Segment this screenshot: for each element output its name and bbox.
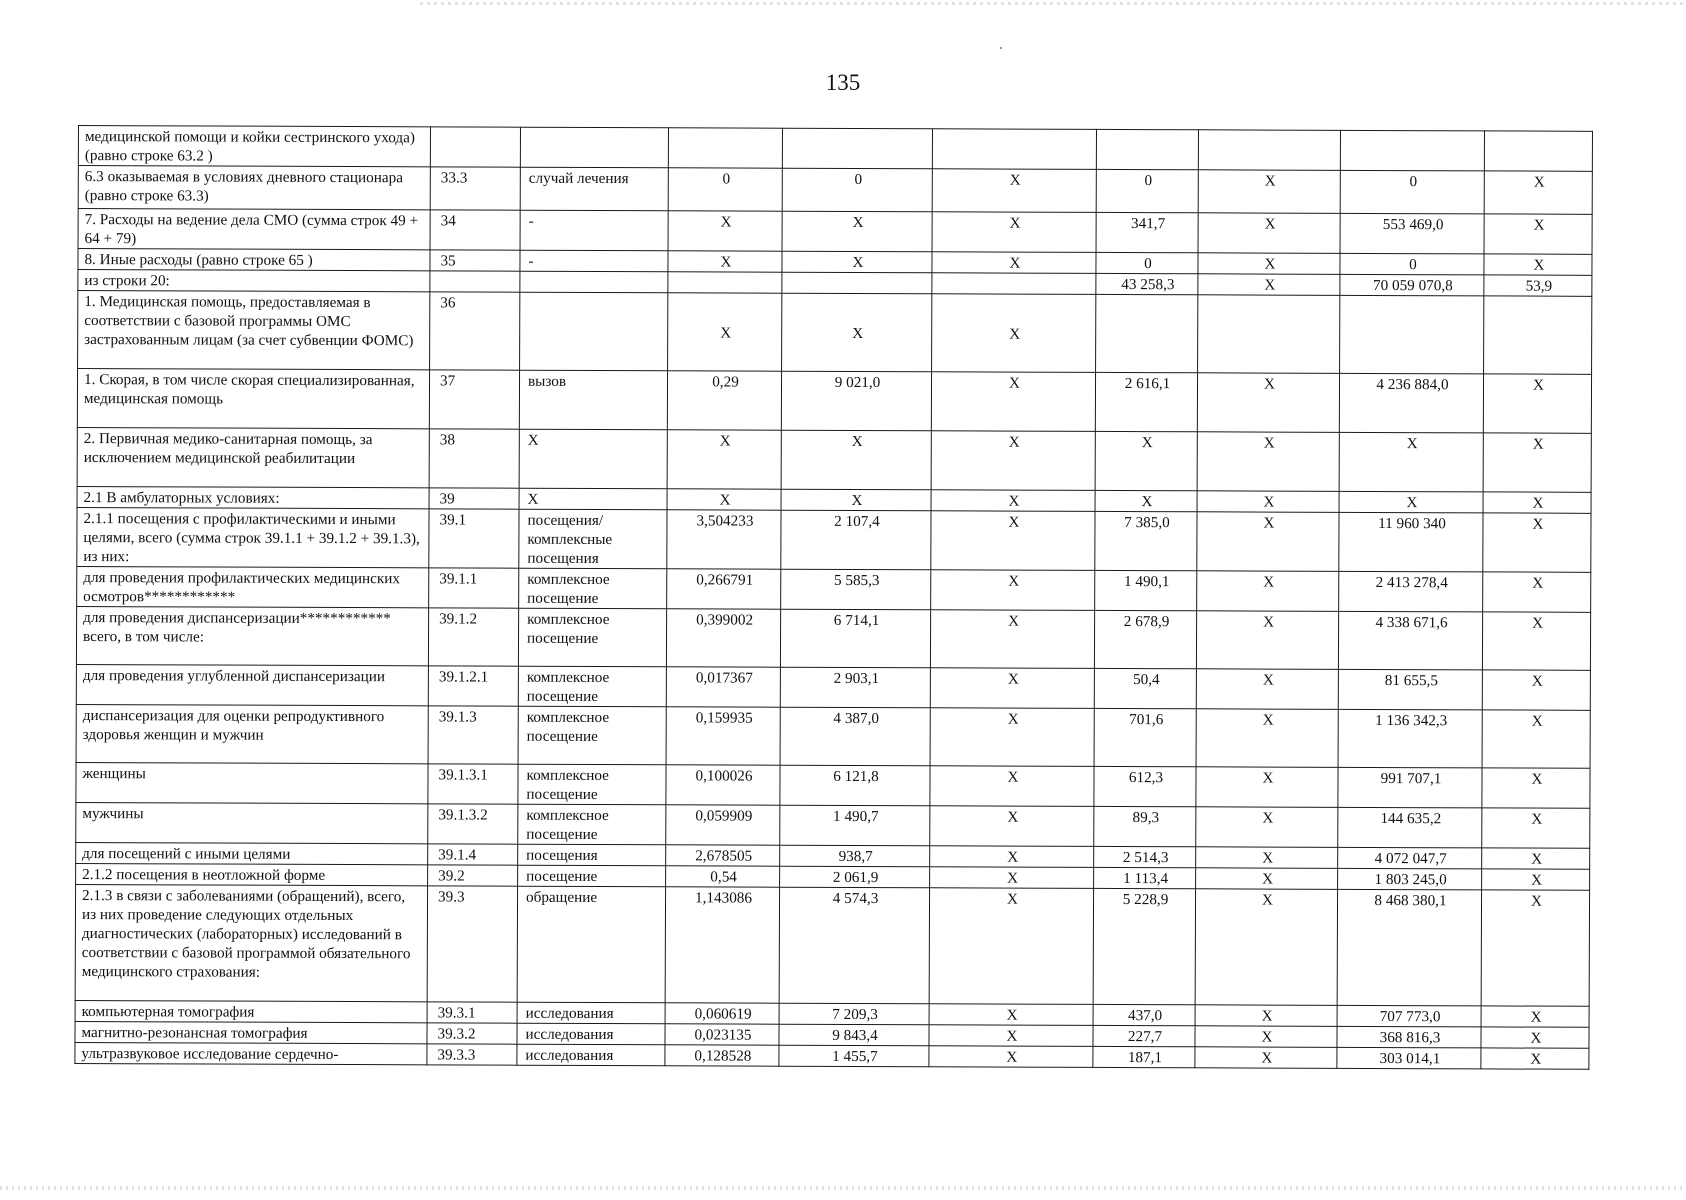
share-cell: Х — [1482, 768, 1590, 808]
col-x-cell: Х — [930, 668, 1094, 709]
col-x-cell — [932, 129, 1096, 170]
share-cell: Х — [1482, 848, 1590, 869]
share-cell — [1484, 296, 1592, 374]
unit-cell: посещения/комплексные посещения — [519, 509, 667, 569]
per-capita-cell: Х — [1095, 431, 1197, 490]
col-x2-cell — [1198, 130, 1340, 171]
volume-norm-cell: 0 — [668, 168, 782, 211]
share-cell: Х — [1483, 492, 1591, 513]
row-code-cell: 37 — [429, 370, 519, 429]
per-capita-cell: 0 — [1096, 169, 1198, 212]
total-cost-cell — [1340, 130, 1484, 171]
share-cell: Х — [1482, 612, 1590, 670]
share-cell: Х — [1483, 513, 1591, 572]
cost-norm-cell: 6 121,8 — [780, 765, 930, 806]
cost-norm-cell: 2 061,9 — [780, 866, 930, 888]
cost-norm-cell: 9 021,0 — [781, 371, 931, 431]
volume-norm-cell — [668, 128, 782, 168]
row-name-cell: 2.1 В амбулаторных условиях: — [77, 486, 429, 508]
volume-norm-cell: 0,159935 — [666, 707, 780, 765]
cost-norm-cell: 9 843,4 — [779, 1024, 929, 1046]
col-x2-cell: Х — [1195, 889, 1337, 1006]
share-cell: Х — [1484, 254, 1592, 275]
cost-norm-cell: Х — [781, 489, 931, 511]
unit-cell — [520, 127, 668, 168]
col-x-cell: Х — [930, 846, 1094, 868]
table-row — [76, 762, 1590, 808]
row-name-cell: 7. Расходы на ведение дела СМО (сумма строк 49 + 64 + 79) — [78, 209, 430, 250]
col-x2-cell: Х — [1198, 170, 1340, 214]
cost-norm-cell: Х — [782, 293, 932, 372]
table-row — [77, 507, 1591, 572]
total-cost-cell: 4 236 884,0 — [1339, 373, 1483, 433]
col-x2-cell: Х — [1198, 274, 1340, 296]
share-cell: Х — [1484, 214, 1592, 254]
row-name-cell: 1. Медицинская помощь, предоставляемая в соответствии с базовой программы ОМС застрахованным лицам (за счет субвенции ФОМС) — [78, 291, 430, 370]
total-cost-cell: 4 338 671,6 — [1338, 611, 1482, 670]
per-capita-cell: 7 385,0 — [1095, 511, 1197, 570]
unit-cell: Х — [519, 488, 667, 510]
total-cost-cell: 303 014,1 — [1337, 1047, 1481, 1069]
total-cost-cell: 368 816,3 — [1337, 1026, 1481, 1048]
share-cell: Х — [1481, 1006, 1589, 1027]
unit-cell: вызов — [519, 370, 667, 430]
total-cost-cell: 1 136 342,3 — [1338, 709, 1482, 768]
row-name-cell: компьютерная томография — [75, 1000, 427, 1022]
per-capita-cell: 43 258,3 — [1096, 273, 1198, 294]
row-code-cell: 39.1.4 — [428, 844, 518, 865]
row-name-cell: ультразвуковое исследование сердечно- — [75, 1042, 427, 1064]
unit-cell — [520, 292, 668, 371]
col-x-cell: Х — [931, 511, 1095, 571]
volume-norm-cell: 0,29 — [667, 371, 781, 430]
row-name-cell: 2.1.3 в связи с заболеваниями (обращений), всего, из них проведение следующих отдельных диагностических (лабораторных) исследований в соответствии с базовой программой обязательного медицинского страхования: — [75, 884, 427, 1001]
unit-cell: исследования — [517, 1044, 665, 1066]
row-name-cell: медицинской помощи и койки сестринского ухода) (равно строке 63.2 ) — [78, 126, 430, 167]
volume-norm-cell: 0,266791 — [667, 569, 781, 609]
col-x2-cell: Х — [1197, 512, 1339, 572]
col-x-cell: Х — [931, 431, 1095, 491]
row-code-cell — [430, 271, 520, 292]
row-code-cell: 39.1.3 — [428, 706, 518, 764]
row-code-cell: 39.1 — [429, 509, 519, 568]
cost-norm-cell — [782, 128, 932, 169]
total-cost-cell: 2 413 278,4 — [1339, 571, 1483, 612]
volume-norm-cell: 3,504233 — [667, 510, 781, 569]
total-cost-cell: 0 — [1340, 170, 1484, 214]
row-name-cell: для проведения профилактических медицинских осмотров************ — [77, 566, 429, 607]
table-row — [78, 166, 1592, 215]
col-x2-cell: Х — [1195, 1047, 1337, 1069]
row-name-cell: 2.1.1 посещения с профилактическими и иными целями, всего (сумма строк 39.1.1 + 39.1.2 + 39.1.3), из них: — [77, 507, 429, 567]
row-code-cell: 39.3.1 — [427, 1002, 517, 1023]
total-cost-cell: 8 468 380,1 — [1337, 889, 1481, 1006]
row-name-cell: для проведения углубленной диспансеризации — [76, 664, 428, 705]
share-cell: Х — [1483, 572, 1591, 612]
row-code-cell: 39 — [429, 488, 519, 509]
per-capita-cell: 612,3 — [1094, 766, 1196, 806]
per-capita-cell: 2 514,3 — [1094, 846, 1196, 867]
share-cell: Х — [1484, 171, 1592, 214]
row-code-cell: 39.1.3.2 — [428, 804, 518, 844]
col-x2-cell: Х — [1198, 253, 1340, 275]
col-x-cell: Х — [931, 490, 1095, 512]
unit-cell: комплексное посещение — [519, 568, 667, 609]
per-capita-cell: 5 228,9 — [1093, 888, 1195, 1004]
row-code-cell: 39.1.2.1 — [428, 666, 518, 706]
col-x2-cell: Х — [1197, 432, 1339, 492]
col-x-cell: Х — [929, 1004, 1093, 1026]
col-x-cell: Х — [930, 766, 1094, 807]
col-x2-cell: Х — [1196, 847, 1338, 869]
row-name-cell: диспансеризация для оценки репродуктивного здоровья женщин и мужчин — [76, 704, 428, 763]
col-x2-cell: Х — [1196, 709, 1338, 768]
col-x-cell: Х — [929, 1025, 1093, 1047]
table-row — [75, 1042, 1589, 1069]
row-code-cell — [430, 127, 520, 167]
table-row — [76, 664, 1590, 710]
row-name-cell: мужчины — [76, 802, 428, 843]
volume-norm-cell: Х — [668, 251, 782, 272]
scan-edge-bottom — [0, 1186, 1686, 1190]
table-row — [78, 291, 1592, 375]
total-cost-cell: 11 960 340 — [1339, 512, 1483, 572]
table-row — [77, 369, 1591, 434]
table-row — [77, 427, 1591, 492]
volume-norm-cell: 0,100026 — [666, 765, 780, 805]
col-x-cell: Х — [931, 570, 1095, 611]
col-x-cell — [932, 273, 1096, 295]
row-code-cell: 38 — [429, 429, 519, 488]
unit-cell: комплексное посещение — [518, 804, 666, 845]
share-cell — [1484, 131, 1592, 171]
per-capita-cell: 89,3 — [1094, 806, 1196, 846]
cost-norm-cell: Х — [781, 430, 931, 490]
volume-norm-cell — [668, 272, 782, 293]
row-code-cell: 39.1.3.1 — [428, 764, 518, 804]
col-x2-cell — [1198, 295, 1340, 374]
table-row — [78, 126, 1592, 172]
unit-cell: - — [520, 210, 668, 251]
total-cost-cell: 81 655,5 — [1338, 669, 1482, 710]
unit-cell: комплексное посещение — [518, 706, 666, 765]
per-capita-cell: 187,1 — [1093, 1046, 1195, 1067]
row-code-cell: 39.1.1 — [429, 568, 519, 608]
share-cell: Х — [1482, 808, 1590, 848]
volume-norm-cell: Х — [667, 489, 781, 510]
col-x-cell: Х — [932, 294, 1096, 373]
col-x-cell: Х — [932, 169, 1096, 213]
cost-norm-cell: 938,7 — [780, 845, 930, 867]
row-name-cell: 2.1.2 посещения в неотложной форме — [76, 863, 428, 885]
row-name-cell: женщины — [76, 762, 428, 803]
row-code-cell: 39.3 — [427, 886, 517, 1002]
total-cost-cell: 0 — [1340, 253, 1484, 275]
unit-cell: посещения — [518, 844, 666, 866]
cost-norm-cell: 6 714,1 — [780, 609, 930, 668]
row-code-cell: 35 — [430, 250, 520, 271]
per-capita-cell: 701,6 — [1094, 708, 1196, 766]
cost-norm-cell: 7 209,3 — [779, 1003, 929, 1025]
row-name-cell: 2. Первичная медико-санитарная помощь, за исключением медицинской реабилитации — [77, 427, 429, 487]
share-cell: Х — [1482, 670, 1590, 710]
total-cost-cell: 144 635,2 — [1338, 807, 1482, 848]
unit-cell: исследования — [517, 1023, 665, 1045]
col-x-cell: Х — [932, 212, 1096, 253]
row-name-cell: 8. Иные расходы (равно строке 65 ) — [78, 249, 430, 271]
col-x2-cell: Х — [1196, 767, 1338, 808]
total-cost-cell: 553 469,0 — [1340, 213, 1484, 254]
scan-speck — [1000, 47, 1002, 49]
volume-norm-cell: 0,023135 — [665, 1024, 779, 1045]
volume-norm-cell: 1,143086 — [665, 887, 779, 1003]
total-cost-cell: 1 803 245,0 — [1338, 868, 1482, 890]
col-x2-cell: Х — [1196, 868, 1338, 890]
row-code-cell: 36 — [430, 292, 520, 370]
cost-norm-cell: 0 — [782, 168, 932, 212]
row-name-cell: из строки 20: — [78, 270, 430, 292]
volume-norm-cell: 0,059909 — [666, 805, 780, 845]
row-code-cell: 39.3.3 — [427, 1044, 517, 1065]
unit-cell: исследования — [517, 1002, 665, 1024]
volume-norm-cell: Х — [668, 211, 782, 251]
share-cell: 53,9 — [1484, 275, 1592, 296]
col-x2-cell: Х — [1195, 1026, 1337, 1048]
volume-norm-cell: 0,399002 — [666, 609, 780, 667]
per-capita-cell: 1 113,4 — [1094, 867, 1196, 888]
per-capita-cell: 341,7 — [1096, 212, 1198, 252]
cost-norm-cell: 2 107,4 — [781, 510, 931, 570]
volume-norm-cell: Х — [667, 430, 781, 489]
cost-norm-cell: 2 903,1 — [780, 667, 930, 708]
cost-norm-cell — [782, 272, 932, 294]
table-row — [78, 209, 1592, 255]
document-page — [74, 125, 1593, 1070]
share-cell: Х — [1481, 1027, 1589, 1048]
total-cost-cell: 70 059 070,8 — [1340, 274, 1484, 296]
total-cost-cell: 991 707,1 — [1338, 767, 1482, 808]
total-cost-cell — [1340, 295, 1484, 374]
per-capita-cell: 437,0 — [1093, 1004, 1195, 1025]
col-x-cell: Х — [931, 372, 1095, 432]
row-code-cell: 39.1.2 — [428, 608, 518, 666]
col-x2-cell: Х — [1196, 669, 1338, 710]
share-cell: Х — [1482, 869, 1590, 890]
row-code-cell: 39.3.2 — [427, 1023, 517, 1044]
unit-cell: комплексное посещение — [518, 608, 666, 667]
col-x2-cell: Х — [1198, 213, 1340, 254]
table-row — [76, 802, 1590, 848]
cost-norm-cell: 4 574,3 — [779, 887, 929, 1004]
col-x-cell: Х — [930, 610, 1094, 669]
unit-cell — [520, 271, 668, 293]
row-code-cell: 33.3 — [430, 167, 520, 210]
unit-cell: комплексное посещение — [518, 666, 666, 707]
row-name-cell: для посещений с иными целями — [76, 842, 428, 864]
cost-norm-cell: 1 455,7 — [779, 1045, 929, 1067]
volume-norm-cell: 0,128528 — [665, 1045, 779, 1066]
col-x-cell: Х — [929, 888, 1093, 1005]
per-capita-cell — [1096, 129, 1198, 169]
col-x-cell: Х — [930, 867, 1094, 889]
cost-norm-cell: Х — [782, 251, 932, 273]
col-x2-cell: Х — [1197, 571, 1339, 612]
volume-norm-cell: Х — [668, 293, 782, 371]
col-x2-cell: Х — [1196, 807, 1338, 848]
col-x-cell: Х — [930, 708, 1094, 767]
share-cell: Х — [1481, 890, 1589, 1006]
cost-norm-cell: 4 387,0 — [780, 707, 930, 766]
per-capita-cell: 50,4 — [1094, 668, 1196, 708]
per-capita-cell: Х — [1095, 490, 1197, 511]
total-cost-cell: Х — [1339, 491, 1483, 513]
total-cost-cell: 4 072 047,7 — [1338, 847, 1482, 869]
per-capita-cell: 227,7 — [1093, 1025, 1195, 1046]
col-x2-cell: Х — [1197, 373, 1339, 433]
share-cell: Х — [1482, 710, 1590, 768]
unit-cell: Х — [519, 429, 667, 489]
col-x2-cell: Х — [1196, 611, 1338, 670]
per-capita-cell: 2 616,1 — [1095, 372, 1197, 431]
volume-norm-cell: 0,060619 — [665, 1003, 779, 1024]
total-cost-cell: Х — [1339, 432, 1483, 492]
table-row — [76, 704, 1590, 768]
unit-cell: обращение — [517, 886, 665, 1003]
share-cell: Х — [1481, 1048, 1589, 1069]
share-cell: Х — [1483, 374, 1591, 433]
unit-cell: - — [520, 250, 668, 272]
row-code-cell: 34 — [430, 210, 520, 250]
col-x-cell: Х — [932, 252, 1096, 274]
table-body — [75, 126, 1593, 1070]
row-name-cell: для проведения диспансеризации************ всего, в том числе: — [76, 606, 428, 665]
cost-norm-cell: 1 490,7 — [780, 805, 930, 846]
cost-norm-cell: Х — [782, 211, 932, 252]
col-x2-cell: Х — [1195, 1005, 1337, 1027]
volume-norm-cell: 0,54 — [666, 866, 780, 887]
row-name-cell: 1. Скорая, в том числе скорая специализированная, медицинская помощь — [77, 369, 429, 429]
row-name-cell: магнитно-резонансная томография — [75, 1021, 427, 1043]
col-x2-cell: Х — [1197, 491, 1339, 513]
per-capita-cell: 1 490,1 — [1095, 570, 1197, 610]
per-capita-cell: 0 — [1096, 252, 1198, 273]
tariff-table — [74, 125, 1593, 1070]
per-capita-cell — [1096, 294, 1198, 372]
row-code-cell: 39.2 — [428, 865, 518, 886]
table-row — [77, 566, 1591, 612]
unit-cell: посещение — [518, 865, 666, 887]
col-x-cell: Х — [929, 1046, 1093, 1068]
per-capita-cell: 2 678,9 — [1094, 610, 1196, 668]
volume-norm-cell: 0,017367 — [666, 667, 780, 707]
total-cost-cell: 707 773,0 — [1337, 1005, 1481, 1027]
unit-cell: комплексное посещение — [518, 764, 666, 805]
page-number: 135 — [825, 70, 861, 95]
unit-cell: случай лечения — [520, 167, 668, 211]
volume-norm-cell: 2,678505 — [666, 845, 780, 866]
row-name-cell: 6.3 оказываемая в условиях дневного стационара (равно строке 63.3) — [78, 166, 430, 210]
table-row — [75, 884, 1589, 1006]
cost-norm-cell: 5 585,3 — [781, 569, 931, 610]
table-row — [76, 606, 1590, 670]
share-cell: Х — [1483, 433, 1591, 492]
scan-edge-top — [420, 2, 1686, 5]
col-x-cell: Х — [930, 806, 1094, 847]
